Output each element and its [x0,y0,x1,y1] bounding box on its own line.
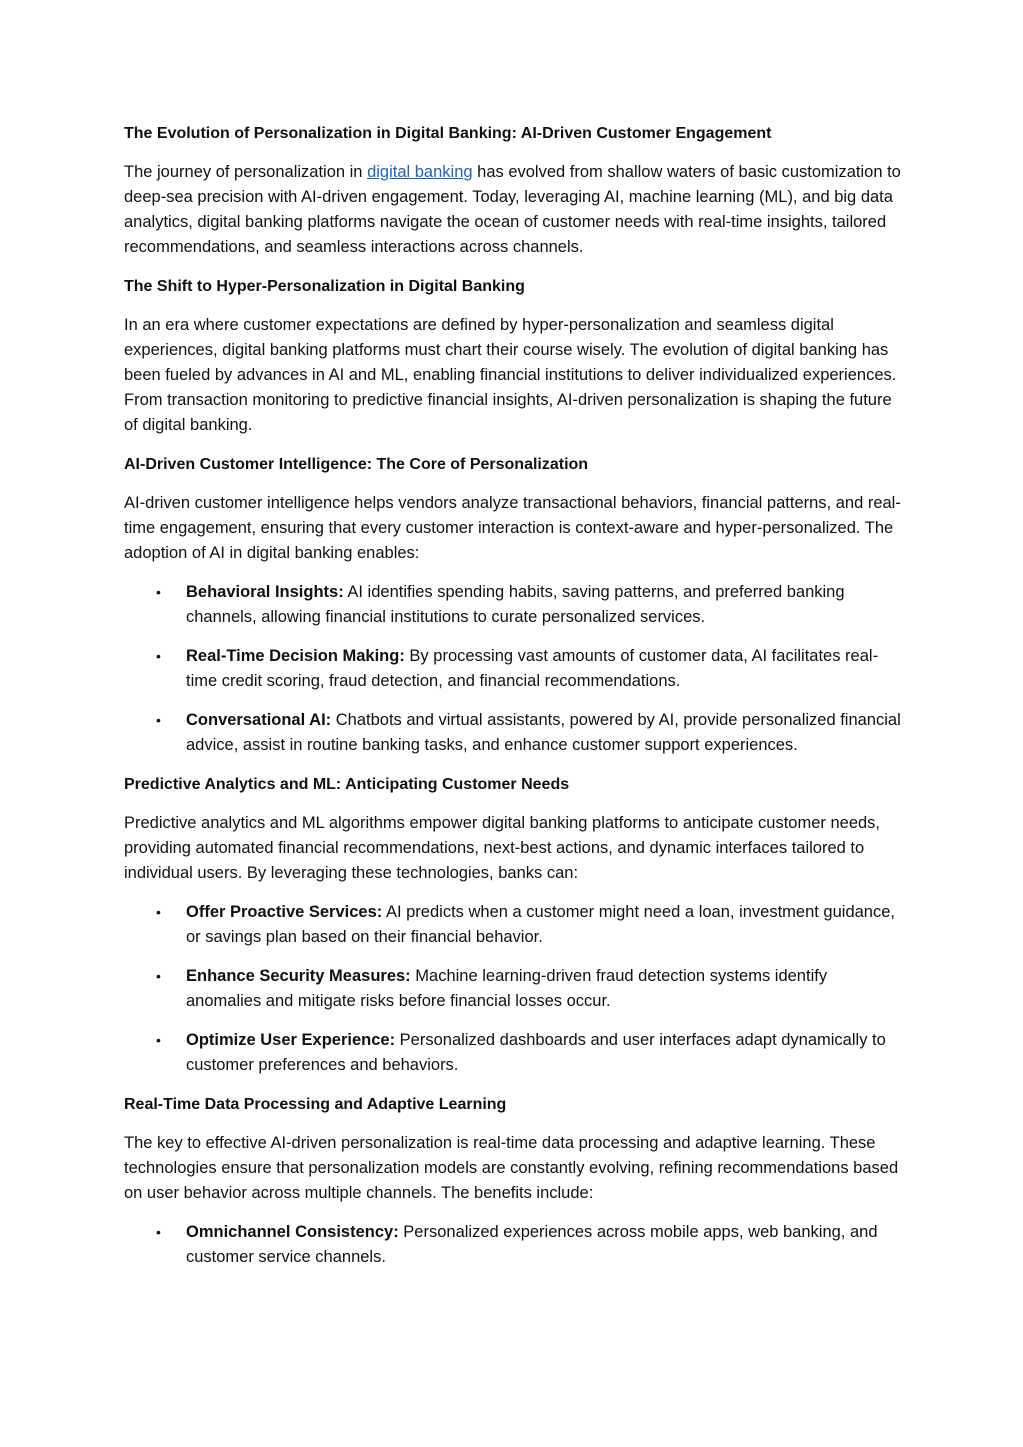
list-item-text: By processing vast amounts of customer data, AI facilitates real-time credit scoring, fraud detection, and financial recommendations. [186,647,879,690]
intro-paragraph [124,160,904,260]
section-paragraph-real-time-data: The key to effective AI-driven personalization is real-time data processing and adaptive learning. These technologies ensure that personalization models are constantly evolving, refining recommendations based on user behavior across multiple channels. The benefits include: [124,1134,899,1202]
list-item-text: Machine learning-driven fraud detection systems identify anomalies and mitigate risks before financial losses occur. [186,967,828,1010]
list-item [124,900,904,950]
real-time-data-list [124,1220,904,1270]
section-heading-hyper-personalization: The Shift to Hyper-Personalization in Digital Banking [124,278,525,295]
list-item [124,1220,904,1270]
document-page [124,121,904,1284]
predictive-analytics-list [124,900,904,1078]
bullet-icon: • [156,968,161,984]
intro-text-after: has evolved from shallow waters of basic customization to deep-sea precision with AI-driven engagement. Today, leveraging AI, machine learning (ML), and big data analytics, digital banking platforms navigate the ocean of customer needs with real-time insights, tailored recommendations, and seamless interactions across channels. [124,163,901,256]
list-item-term: Conversational AI: [186,711,332,729]
list-item-text: Personalized experiences across mobile apps, web banking, and customer service channels. [186,1223,878,1266]
bullet-icon: • [156,1032,161,1048]
customer-intelligence-list [124,580,904,758]
list-item [124,1028,904,1078]
section-paragraph-hyper-personalization: In an era where customer expectations are defined by hyper-personalization and seamless digital experiences, digital banking platforms must chart their course wisely. The evolution of digital banking has been fueled by advances in AI and ML, enabling financial institutions to deliver individualized experiences. From transaction monitoring to predictive financial insights, AI-driven personalization is shaping the future of digital banking. [124,316,897,434]
list-item-term: Offer Proactive Services: [186,903,383,921]
list-item [124,708,904,758]
bullet-icon: • [156,904,161,920]
list-item-text: AI predicts when a customer might need a loan, investment guidance, or savings plan based on their financial behavior. [186,903,895,946]
section-paragraph-customer-intelligence: AI-driven customer intelligence helps vendors analyze transactional behaviors, financial patterns, and real-time engagement, ensuring that every customer interaction is context-aware and hyper-personalized. The adoption of AI in digital banking enables: [124,494,901,562]
digital-banking-link[interactable]: digital banking [367,163,473,181]
bullet-icon: • [156,1224,161,1240]
section-heading-real-time-data: Real-Time Data Processing and Adaptive Learning [124,1096,507,1113]
list-item-text: Personalized dashboards and user interfaces adapt dynamically to customer preferences and behaviors. [186,1031,886,1074]
document-title: The Evolution of Personalization in Digital Banking: AI-Driven Customer Engagement [124,125,772,142]
list-item-term: Optimize User Experience: [186,1031,396,1049]
intro-text-before: The journey of personalization in [124,163,368,181]
list-item-text: Chatbots and virtual assistants, powered by AI, provide personalized financial advice, assist in routine banking tasks, and enhance customer support experiences. [186,711,901,754]
bullet-icon: • [156,648,161,664]
list-item-text: AI identifies spending habits, saving patterns, and preferred banking channels, allowing financial institutions to curate personalized services. [186,583,845,626]
bullet-icon: • [156,584,161,600]
list-item [124,644,904,694]
list-item [124,580,904,630]
list-item-term: Enhance Security Measures: [186,967,411,985]
list-item-term: Real-Time Decision Making: [186,647,405,665]
list-item-term: Omnichannel Consistency: [186,1223,399,1241]
section-paragraph-predictive-analytics: Predictive analytics and ML algorithms empower digital banking platforms to anticipate customer needs, providing automated financial recommendations, next-best actions, and dynamic interfaces tailored to individual users. By leveraging these technologies, banks can: [124,814,881,882]
list-item-term: Behavioral Insights: [186,583,344,601]
section-heading-customer-intelligence: AI-Driven Customer Intelligence: The Core of Personalization [124,456,589,473]
section-heading-predictive-analytics: Predictive Analytics and ML: Anticipating Customer Needs [124,776,570,793]
bullet-icon: • [156,712,161,728]
list-item [124,964,904,1014]
